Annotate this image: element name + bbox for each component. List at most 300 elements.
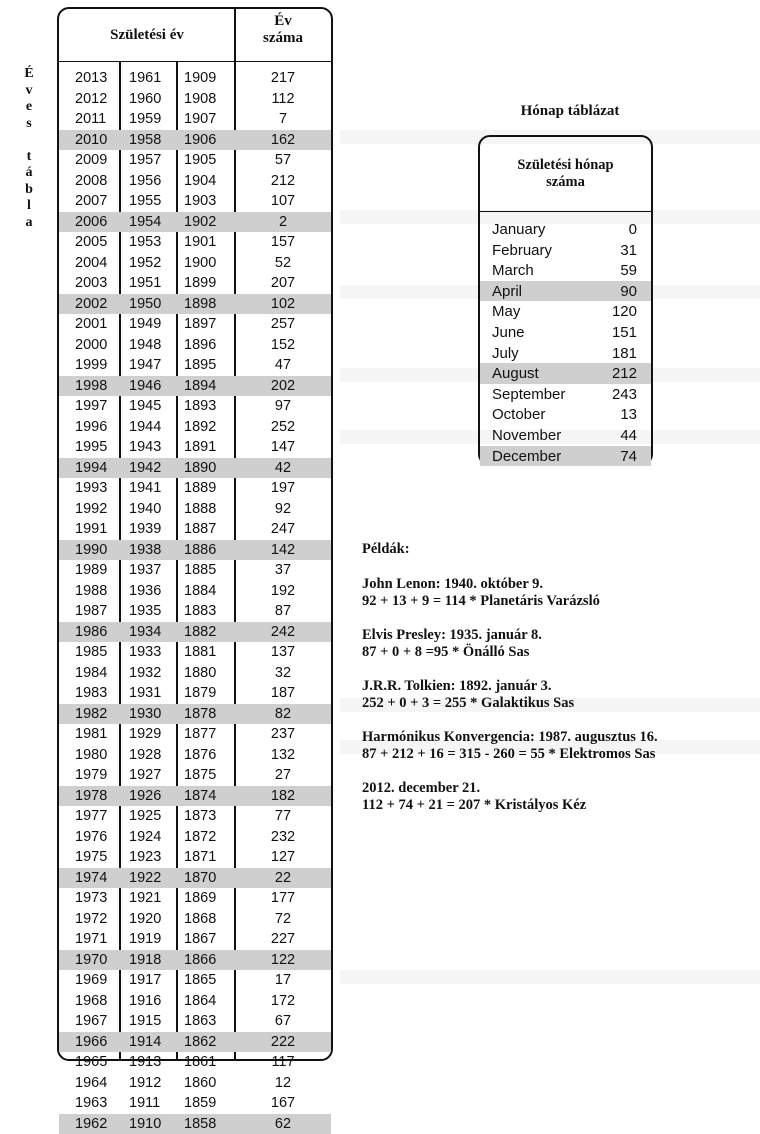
year-cell: 1921 xyxy=(129,890,161,906)
year-cell: 1904 xyxy=(184,173,216,189)
examples-list xyxy=(362,576,752,814)
example-item xyxy=(362,780,752,814)
year-cell: 1979 xyxy=(75,767,107,783)
year-cell: 1874 xyxy=(184,788,216,804)
example-heading: John Lenon: 1940. október 9. xyxy=(362,576,752,593)
month-number-cell: 90 xyxy=(620,283,637,300)
month-name-cell: May xyxy=(492,303,520,320)
year-cell: 1980 xyxy=(75,747,107,763)
year-number-cell: 22 xyxy=(235,870,331,886)
year-row xyxy=(59,765,331,786)
year-cell: 1990 xyxy=(75,542,107,558)
year-cell: 1951 xyxy=(129,275,161,291)
year-row xyxy=(59,437,331,458)
year-cell: 1974 xyxy=(75,870,107,886)
year-cell: 1860 xyxy=(184,1075,216,1091)
year-cell: 1986 xyxy=(75,624,107,640)
side-label-letter: a xyxy=(20,215,38,232)
year-cell: 1886 xyxy=(184,542,216,558)
year-number-cell: 207 xyxy=(235,275,331,291)
year-cell: 1858 xyxy=(184,1116,216,1132)
year-cell: 1896 xyxy=(184,337,216,353)
year-row xyxy=(59,417,331,438)
month-name-cell: April xyxy=(492,283,522,300)
year-cell: 1861 xyxy=(184,1054,216,1070)
year-cell: 1956 xyxy=(129,173,161,189)
month-row xyxy=(480,301,651,322)
year-cell: 1972 xyxy=(75,911,107,927)
year-table-side-label xyxy=(20,66,38,231)
year-cell: 1876 xyxy=(184,747,216,763)
year-cell: 1993 xyxy=(75,480,107,496)
year-cell: 2011 xyxy=(75,111,106,127)
examples-title: Példák: xyxy=(362,541,752,558)
year-cell: 1975 xyxy=(75,849,107,865)
year-number-cell: 147 xyxy=(235,439,331,455)
month-row xyxy=(480,343,651,364)
year-number-cell: 192 xyxy=(235,583,331,599)
month-name-cell: July xyxy=(492,345,519,362)
year-number-cell: 32 xyxy=(235,665,331,681)
year-cell: 1939 xyxy=(129,521,161,537)
year-cell: 2005 xyxy=(75,234,107,250)
year-cell: 1932 xyxy=(129,665,161,681)
year-cell: 1902 xyxy=(184,214,216,230)
side-label-letter xyxy=(20,132,38,149)
month-row xyxy=(480,363,651,384)
year-row xyxy=(59,868,331,889)
example-heading: 2012. december 21. xyxy=(362,780,752,797)
month-row xyxy=(480,219,651,240)
year-number-cell: 157 xyxy=(235,234,331,250)
year-cell: 1885 xyxy=(184,562,216,578)
month-name-cell: August xyxy=(492,365,539,382)
year-row xyxy=(59,663,331,684)
year-cell: 1927 xyxy=(129,767,161,783)
year-number-cell: 52 xyxy=(235,255,331,271)
year-row xyxy=(59,1011,331,1032)
year-cell: 1863 xyxy=(184,1013,216,1029)
year-row xyxy=(59,724,331,745)
year-row xyxy=(59,355,331,376)
year-cell: 2009 xyxy=(75,152,107,168)
year-cell: 1880 xyxy=(184,665,216,681)
year-cell: 1871 xyxy=(184,849,216,865)
side-label-letter: á xyxy=(20,165,38,182)
year-cell: 1988 xyxy=(75,583,107,599)
year-cell: 1983 xyxy=(75,685,107,701)
month-row xyxy=(480,384,651,405)
year-cell: 1914 xyxy=(129,1034,161,1050)
month-row xyxy=(480,404,651,425)
year-cell: 1985 xyxy=(75,644,107,660)
month-number-cell: 31 xyxy=(620,242,637,259)
month-table-header: Születési hónap száma xyxy=(480,137,651,212)
year-row xyxy=(59,806,331,827)
year-cell: 1997 xyxy=(75,398,107,414)
year-cell: 1967 xyxy=(75,1013,107,1029)
month-number-cell: 181 xyxy=(612,345,637,362)
year-cell: 1989 xyxy=(75,562,107,578)
example-item xyxy=(362,678,752,712)
year-cell: 2007 xyxy=(75,193,107,209)
year-cell: 1900 xyxy=(184,255,216,271)
year-cell: 1918 xyxy=(129,952,161,968)
year-number-cell: 77 xyxy=(235,808,331,824)
example-item xyxy=(362,729,752,763)
year-number-cell: 212 xyxy=(235,173,331,189)
year-cell: 1955 xyxy=(129,193,161,209)
year-table xyxy=(57,7,333,1061)
year-row xyxy=(59,499,331,520)
year-cell: 1931 xyxy=(129,685,161,701)
birth-year-header: Születési év xyxy=(59,9,235,61)
year-number-cell: 167 xyxy=(235,1095,331,1111)
year-cell: 1958 xyxy=(129,132,161,148)
year-cell: 1879 xyxy=(184,685,216,701)
month-number-cell: 243 xyxy=(612,386,637,403)
year-cell: 1910 xyxy=(129,1116,161,1132)
month-row xyxy=(480,322,651,343)
year-row xyxy=(59,89,331,110)
year-cell: 1953 xyxy=(129,234,161,250)
year-cell: 1999 xyxy=(75,357,107,373)
year-cell: 2008 xyxy=(75,173,107,189)
side-label-letter: s xyxy=(20,116,38,133)
year-number-cell: 127 xyxy=(235,849,331,865)
year-cell: 1920 xyxy=(129,911,161,927)
year-number-cell: 7 xyxy=(235,111,331,127)
year-cell: 1894 xyxy=(184,378,216,394)
month-name-cell: January xyxy=(492,221,545,238)
year-cell: 1982 xyxy=(75,706,107,722)
year-row xyxy=(59,314,331,335)
year-number-cell: 132 xyxy=(235,747,331,763)
year-cell: 1882 xyxy=(184,624,216,640)
month-name-cell: November xyxy=(492,427,561,444)
year-number-cell: 227 xyxy=(235,931,331,947)
year-row xyxy=(59,335,331,356)
year-number-cell: 122 xyxy=(235,952,331,968)
year-row xyxy=(59,950,331,971)
year-cell: 1936 xyxy=(129,583,161,599)
year-cell: 1859 xyxy=(184,1095,216,1111)
example-item xyxy=(362,627,752,661)
year-number-cell: 42 xyxy=(235,460,331,476)
month-table-title: Hónap táblázat xyxy=(470,103,670,120)
year-cell: 1903 xyxy=(184,193,216,209)
side-label-letter: l xyxy=(20,198,38,215)
year-cell: 1865 xyxy=(184,972,216,988)
year-cell: 1947 xyxy=(129,357,161,373)
year-cell: 1915 xyxy=(129,1013,161,1029)
year-cell: 1890 xyxy=(184,460,216,476)
year-cell: 1908 xyxy=(184,91,216,107)
year-number-cell: 182 xyxy=(235,788,331,804)
year-cell: 1867 xyxy=(184,931,216,947)
year-row xyxy=(59,581,331,602)
year-cell: 1995 xyxy=(75,439,107,455)
year-number-cell: 187 xyxy=(235,685,331,701)
year-row xyxy=(59,109,331,130)
year-cell: 1892 xyxy=(184,419,216,435)
example-calculation: 92 + 13 + 9 = 114 * Planetáris Varázsló xyxy=(362,593,752,610)
year-number-cell: 142 xyxy=(235,542,331,558)
year-number-cell: 72 xyxy=(235,911,331,927)
year-row xyxy=(59,560,331,581)
year-row xyxy=(59,478,331,499)
year-cell: 1907 xyxy=(184,111,216,127)
year-cell: 1981 xyxy=(75,726,107,742)
year-cell: 1870 xyxy=(184,870,216,886)
year-cell: 1935 xyxy=(129,603,161,619)
year-cell: 1917 xyxy=(129,972,161,988)
year-cell: 1930 xyxy=(129,706,161,722)
year-cell: 1970 xyxy=(75,952,107,968)
year-cell: 2000 xyxy=(75,337,107,353)
year-number-cell: 102 xyxy=(235,296,331,312)
year-cell: 1950 xyxy=(129,296,161,312)
year-row xyxy=(59,704,331,725)
month-name-cell: October xyxy=(492,406,545,423)
year-cell: 1925 xyxy=(129,808,161,824)
year-row xyxy=(59,1073,331,1094)
year-number-cell: 197 xyxy=(235,480,331,496)
month-number-cell: 59 xyxy=(620,262,637,279)
example-calculation: 252 + 0 + 3 = 255 * Galaktikus Sas xyxy=(362,695,752,712)
month-row xyxy=(480,281,651,302)
year-cell: 1889 xyxy=(184,480,216,496)
year-cell: 1969 xyxy=(75,972,107,988)
year-number-cell: 67 xyxy=(235,1013,331,1029)
year-number-cell: 47 xyxy=(235,357,331,373)
year-cell: 1996 xyxy=(75,419,107,435)
year-cell: 1875 xyxy=(184,767,216,783)
year-row xyxy=(59,622,331,643)
year-number-cell: 97 xyxy=(235,398,331,414)
year-number-cell: 232 xyxy=(235,829,331,845)
year-cell: 1923 xyxy=(129,849,161,865)
year-cell: 1891 xyxy=(184,439,216,455)
year-cell: 1919 xyxy=(129,931,161,947)
year-row xyxy=(59,294,331,315)
year-row xyxy=(59,273,331,294)
year-number-cell: 247 xyxy=(235,521,331,537)
year-cell: 1945 xyxy=(129,398,161,414)
year-cell: 1873 xyxy=(184,808,216,824)
year-cell: 1984 xyxy=(75,665,107,681)
month-row xyxy=(480,446,651,467)
year-cell: 2003 xyxy=(75,275,107,291)
year-cell: 1971 xyxy=(75,931,107,947)
side-label-letter: É xyxy=(20,66,38,83)
year-row xyxy=(59,1052,331,1073)
year-number-cell: 87 xyxy=(235,603,331,619)
month-name-cell: June xyxy=(492,324,525,341)
year-cell: 1987 xyxy=(75,603,107,619)
year-cell: 2006 xyxy=(75,214,107,230)
year-cell: 1906 xyxy=(184,132,216,148)
year-cell: 1893 xyxy=(184,398,216,414)
year-cell: 1916 xyxy=(129,993,161,1009)
year-row xyxy=(59,150,331,171)
year-cell: 1877 xyxy=(184,726,216,742)
month-number-cell: 74 xyxy=(620,448,637,465)
year-row xyxy=(59,396,331,417)
year-cell: 1924 xyxy=(129,829,161,845)
month-number-cell: 120 xyxy=(612,303,637,320)
year-row xyxy=(59,929,331,950)
year-number-cell: 17 xyxy=(235,972,331,988)
year-number-header: Év száma xyxy=(235,13,331,47)
year-number-cell: 27 xyxy=(235,767,331,783)
year-cell: 1992 xyxy=(75,501,107,517)
year-row xyxy=(59,1093,331,1114)
year-cell: 1966 xyxy=(75,1034,107,1050)
year-cell: 1938 xyxy=(129,542,161,558)
year-number-cell: 162 xyxy=(235,132,331,148)
year-cell: 1881 xyxy=(184,644,216,660)
year-cell: 1942 xyxy=(129,460,161,476)
year-table-header xyxy=(59,9,331,62)
year-row xyxy=(59,827,331,848)
year-cell: 1943 xyxy=(129,439,161,455)
year-cell: 1968 xyxy=(75,993,107,1009)
examples-section xyxy=(362,541,752,831)
year-cell: 1961 xyxy=(129,70,161,86)
year-number-cell: 202 xyxy=(235,378,331,394)
year-number-cell: 252 xyxy=(235,419,331,435)
year-row xyxy=(59,519,331,540)
year-row xyxy=(59,212,331,233)
month-row xyxy=(480,425,651,446)
year-row xyxy=(59,458,331,479)
year-number-cell: 217 xyxy=(235,70,331,86)
year-cell: 1878 xyxy=(184,706,216,722)
year-cell: 1869 xyxy=(184,890,216,906)
year-number-cell: 137 xyxy=(235,644,331,660)
year-row xyxy=(59,683,331,704)
background-band xyxy=(340,970,760,984)
year-number-cell: 2 xyxy=(235,214,331,230)
month-row xyxy=(480,260,651,281)
year-row xyxy=(59,540,331,561)
year-row xyxy=(59,745,331,766)
year-row xyxy=(59,909,331,930)
year-row xyxy=(59,232,331,253)
month-number-cell: 151 xyxy=(612,324,637,341)
month-number-cell: 212 xyxy=(612,365,637,382)
year-cell: 1957 xyxy=(129,152,161,168)
year-number-cell: 12 xyxy=(235,1075,331,1091)
year-cell: 2004 xyxy=(75,255,107,271)
year-row xyxy=(59,68,331,89)
year-cell: 1994 xyxy=(75,460,107,476)
year-cell: 1963 xyxy=(75,1095,107,1111)
year-cell: 2013 xyxy=(75,70,107,86)
year-cell: 1976 xyxy=(75,829,107,845)
year-row xyxy=(59,130,331,151)
year-cell: 1946 xyxy=(129,378,161,394)
year-row xyxy=(59,601,331,622)
year-cell: 1973 xyxy=(75,890,107,906)
year-cell: 1940 xyxy=(129,501,161,517)
year-cell: 1965 xyxy=(75,1054,107,1070)
year-cell: 1960 xyxy=(129,91,161,107)
year-cell: 2012 xyxy=(75,91,107,107)
year-number-cell: 62 xyxy=(235,1116,331,1132)
example-calculation: 112 + 74 + 21 = 207 * Kristályos Kéz xyxy=(362,797,752,814)
year-cell: 1933 xyxy=(129,644,161,660)
year-number-cell: 117 xyxy=(235,1054,331,1070)
year-cell: 1922 xyxy=(129,870,161,886)
year-number-cell: 107 xyxy=(235,193,331,209)
year-cell: 1911 xyxy=(129,1095,160,1111)
month-row xyxy=(480,240,651,261)
month-table xyxy=(478,135,653,466)
year-cell: 1895 xyxy=(184,357,216,373)
year-cell: 1934 xyxy=(129,624,161,640)
year-cell: 1897 xyxy=(184,316,216,332)
year-row xyxy=(59,376,331,397)
year-cell: 1928 xyxy=(129,747,161,763)
year-row xyxy=(59,991,331,1012)
year-row xyxy=(59,888,331,909)
year-cell: 1864 xyxy=(184,993,216,1009)
month-number-cell: 0 xyxy=(629,221,637,238)
year-row xyxy=(59,253,331,274)
year-cell: 1978 xyxy=(75,788,107,804)
year-row xyxy=(59,642,331,663)
year-number-cell: 237 xyxy=(235,726,331,742)
year-number-cell: 257 xyxy=(235,316,331,332)
year-cell: 1959 xyxy=(129,111,161,127)
year-cell: 1944 xyxy=(129,419,161,435)
year-cell: 1901 xyxy=(184,234,216,250)
year-number-cell: 82 xyxy=(235,706,331,722)
year-row xyxy=(59,1114,331,1134)
month-number-cell: 13 xyxy=(620,406,637,423)
year-cell: 1949 xyxy=(129,316,161,332)
side-label-letter: t xyxy=(20,149,38,166)
year-cell: 1913 xyxy=(129,1054,161,1070)
month-number-cell: 44 xyxy=(620,427,637,444)
year-cell: 1898 xyxy=(184,296,216,312)
year-cell: 1991 xyxy=(75,521,107,537)
year-number-cell: 152 xyxy=(235,337,331,353)
year-number-cell: 37 xyxy=(235,562,331,578)
year-cell: 1887 xyxy=(184,521,216,537)
example-heading: Harmónikus Konvergencia: 1987. augusztus 16. xyxy=(362,729,752,746)
year-cell: 2002 xyxy=(75,296,107,312)
year-cell: 1888 xyxy=(184,501,216,517)
year-cell: 1884 xyxy=(184,583,216,599)
example-calculation: 87 + 212 + 16 = 315 - 260 = 55 * Elektromos Sas xyxy=(362,746,752,763)
month-name-cell: February xyxy=(492,242,552,259)
example-heading: Elvis Presley: 1935. január 8. xyxy=(362,627,752,644)
year-cell: 1872 xyxy=(184,829,216,845)
month-name-cell: March xyxy=(492,262,534,279)
year-cell: 2010 xyxy=(75,132,107,148)
year-cell: 1952 xyxy=(129,255,161,271)
year-cell: 1926 xyxy=(129,788,161,804)
year-cell: 1998 xyxy=(75,378,107,394)
year-number-cell: 222 xyxy=(235,1034,331,1050)
year-row xyxy=(59,847,331,868)
year-row xyxy=(59,1032,331,1053)
side-label-letter: b xyxy=(20,182,38,199)
example-item xyxy=(362,576,752,610)
